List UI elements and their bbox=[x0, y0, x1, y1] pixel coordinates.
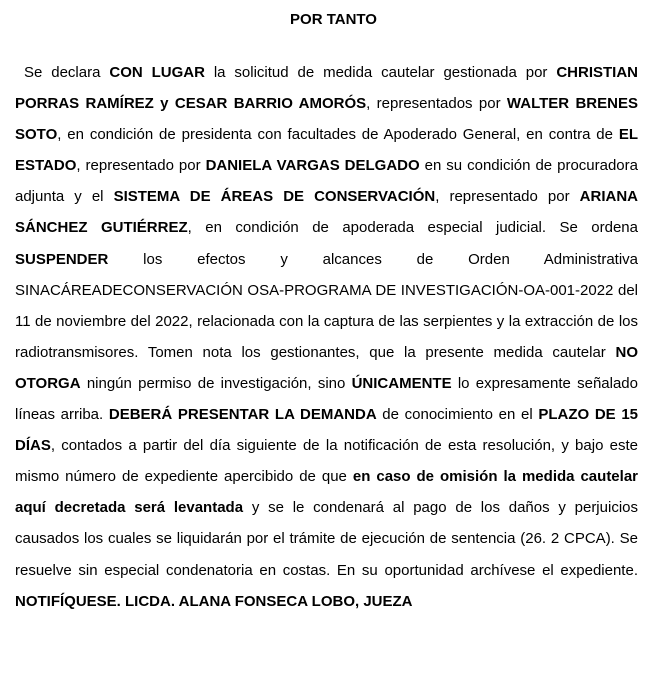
text-run: , representado por bbox=[435, 188, 580, 206]
text-run: , en condición de apoderada especial judicial. Se ordena bbox=[187, 219, 638, 237]
text-run: ningún permiso de investigación, sino bbox=[80, 374, 352, 392]
bold-text-run: WALTER BRENES SOTO bbox=[15, 95, 638, 144]
section-heading: POR TANTO bbox=[290, 11, 377, 28]
text-run: , representados por bbox=[366, 95, 507, 113]
text-run: los efectos y alcances de Orden Administrativa SINACÁREADECONSERVACIÓN OSA-PROGRAMA DE INVESTIGACIÓN-OA-001-2022 del 11 de noviembre del 2022, relacionada con la captura de las serpientes y la extracción de los radiotransmisores. Tomen nota los gestionantes, que la presente medida cautelar bbox=[15, 250, 638, 361]
text-run: en su condición de procuradora adjunta y el bbox=[15, 157, 638, 206]
bold-text-run: NO OTORGA bbox=[15, 343, 638, 392]
bold-text-run: en caso de omisión la medida cautelar aquí decretada será levantada bbox=[15, 468, 638, 517]
bold-text-run: DANIELA VARGAS DELGADO bbox=[205, 157, 420, 175]
bold-text-run: NOTIFÍQUESE. LICDA. ALANA FONSECA LOBO, JUEZA bbox=[15, 592, 413, 610]
bold-text-run: DEBERÁ PRESENTAR LA DEMANDA bbox=[108, 406, 377, 424]
text-run: , contados a partir del día siguiente de la notificación de esta resolución, y bajo este mismo número de expediente apercibido de que bbox=[15, 437, 638, 486]
bold-text-run: SUSPENDER bbox=[15, 250, 109, 268]
text-run: la solicitud de medida cautelar gestionada por bbox=[204, 64, 557, 81]
resolution-paragraph bbox=[15, 57, 638, 617]
bold-text-run: CHRISTIAN PORRAS RAMÍREZ y CESAR BARRIO AMORÓS bbox=[15, 64, 638, 113]
bold-text-run: PLAZO DE 15 DÍAS bbox=[15, 406, 638, 455]
bold-text-run: EL ESTADO bbox=[15, 126, 638, 175]
text-run: y se le condenará al pago de los daños y perjuicios causados los cuales se liquidarán por el trámite de ejecución de sentencia (26. 2 CPCA). Se resuelve sin especial condenatoria en costas. En su oportunidad archívese el expediente. bbox=[15, 499, 638, 579]
bold-text-run: SISTEMA DE ÁREAS DE CONSERVACIÓN bbox=[113, 188, 436, 206]
text-run: lo expresamente señalado líneas arriba. bbox=[15, 374, 638, 424]
bold-text-run: ARIANA SÁNCHEZ GUTIÉRREZ bbox=[15, 188, 638, 237]
text-run: Se declara bbox=[24, 64, 110, 81]
bold-text-run: CON LUGAR bbox=[109, 64, 205, 81]
text-run: de conocimiento en el bbox=[376, 406, 539, 424]
bold-text-run: ÚNICAMENTE bbox=[351, 374, 452, 392]
text-run: , en condición de presidenta con facultades de Apoderado General, en contra de bbox=[57, 126, 619, 144]
text-run: , representado por bbox=[76, 157, 206, 175]
